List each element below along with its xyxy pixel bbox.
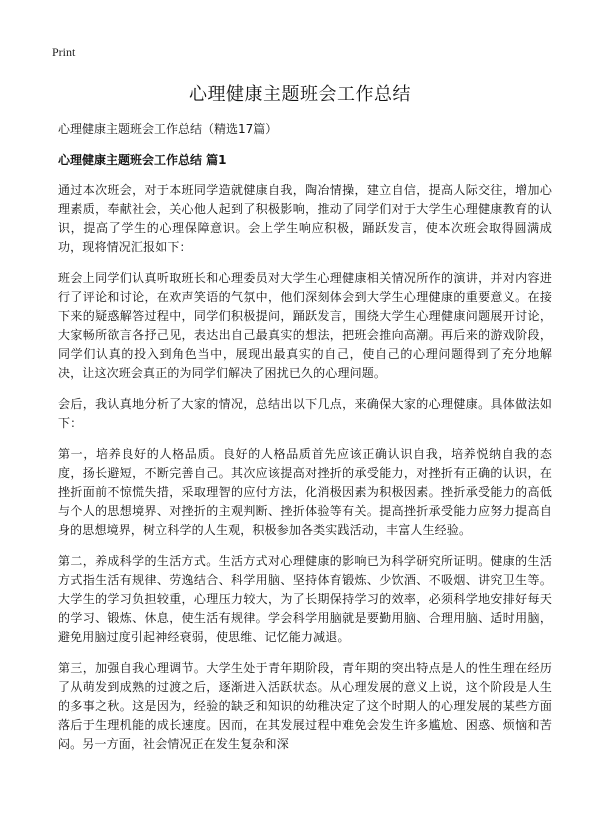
paragraph-point-two: 第二，养成科学的生活方式。生活方式对心理健康的影响已为科学研究所证明。健康的生活方式指生活有规律、劳逸结合、科学用脑、坚持体育锻炼、少饮酒、不吸烟、讲究卫生等。大学生的学习负担较重，心理压力较大，为了长期保持学习的效率，必须科学地安排好每天的学习、锻炼、休息，使生活有规律。学会科学用脑就是要勤用脑、合理用脑、适时用脑，避免用脑过度引起神经衰弱，使思维、记忆能力减退。 — [58, 554, 552, 644]
document-subtitle: 心理健康主题班会工作总结（精选17篇） — [58, 122, 278, 136]
paragraph-point-one: 第一，培养良好的人格品质。良好的人格品质首先应该正确认识自我，培养悦纳自我的态度，扬长避短，不断完善自己。其次应该提高对挫折的承受能力，对挫折有正确的认识，在挫折面前不惊慌失措，采取理智的应付方法，化消极因素为积极因素。挫折承受能力的高低与个人的思想境界、对挫折的主观判断、挫折体验等有关。提高挫折承受能力应努力提高自身的思想境界，树立科学的人生观，积极参加各类实践活动，丰富人生经验。 — [58, 447, 552, 537]
paragraph-intro: 通过本次班会，对于本班同学造就健康自我，陶冶情操，建立自信，提高人际交往，增加心理素质，奉献社会，关心他人起到了积极影响，推动了同学们对于大学生心理健康教育的认识，提高了学生的心理保障意识。会上学生响应积极，踊跃发言，使本次班会取得圆满成功，现将情况汇报如下： — [58, 183, 552, 254]
paragraph-summary: 会后，我认真地分析了大家的情况，总结出以下几点，来确保大家的心理健康。具体做法如下： — [58, 397, 552, 430]
paragraph-point-three: 第三，加强自我心理调节。大学生处于青年期阶段，青年期的突出特点是人的性生理在经历了从萌发到成熟的过渡之后，逐渐进入活跃状态。从心理发展的意义上说，这个阶段是人生的多事之秋。这是因为，经验的缺乏和知识的幼稚决定了这个时期人的心理发展的某些方面落后于生理机能的成长速度。因而，在其发展过程中难免会发生许多尴尬、困惑、烦恼和苦闷。另一方面，社会情况正在发生复杂和深 — [58, 661, 552, 751]
paragraph-meeting: 班会上同学们认真听取班长和心理委员对大学生心理健康相关情况所作的演讲，并对内容进行了评论和讨论，在欢声笑语的气氛中，他们深刻体会到大学生心理健康的重要意义。在接下来的疑惑解答过程中，同学们积极提问，踊跃发言，围绕大学生心理健康问题展开讨论，大家畅所欲言各抒己见，表达出自己最真实的想法，把班会推向高潮。再后来的游戏阶段，同学们认真的投入到角色当中，展现出最真实的自己，使自己的心理问题得到了充分地解决，让这次班会真正的为同学们解决了困扰已久的心理问题。 — [58, 271, 552, 380]
document-title: 心理健康主题班会工作总结 — [189, 84, 411, 105]
print-link[interactable]: Print — [52, 45, 76, 59]
section-heading: 心理健康主题班会工作总结 篇1 — [58, 153, 227, 167]
document-body — [58, 181, 552, 766]
